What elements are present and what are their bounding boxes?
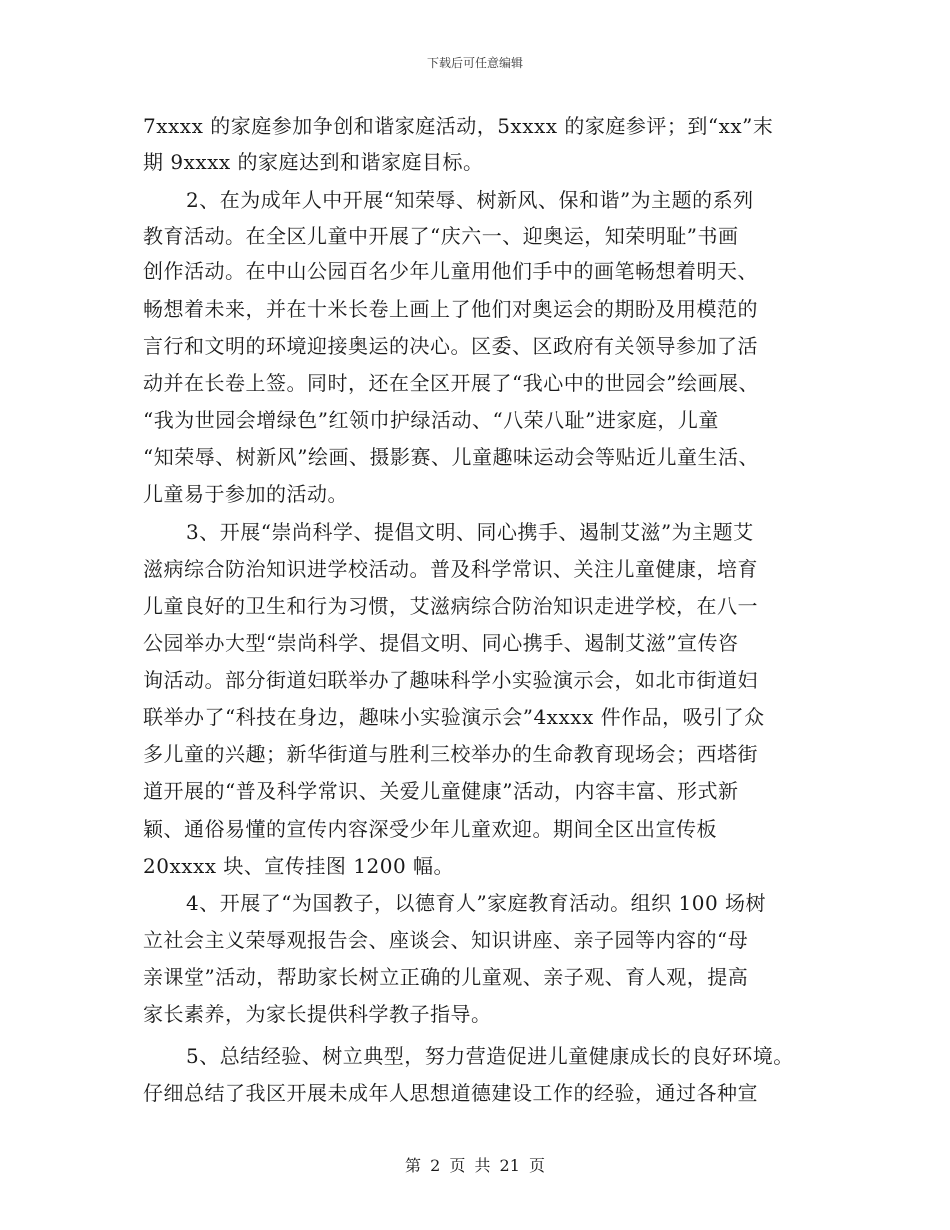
- text-line: 创作活动。在中山公园百名少年儿童用他们手中的画笔畅想着明天、: [143, 259, 758, 283]
- text-line: 4、开展了“为国教子，以德育人”家庭教育活动。组织 100 场树: [186, 891, 767, 915]
- text-line: 儿童良好的卫生和行为习惯，艾滋病综合防治知识走进学校，在八一: [143, 594, 758, 618]
- text-line: 3、开展“崇尚科学、提倡文明、同心携手、遏制艾滋”为主题艾: [186, 520, 754, 544]
- text-line: 儿童易于参加的活动。: [143, 482, 348, 506]
- page-header: 下载后可任意编辑: [426, 56, 523, 70]
- text-line: 多儿童的兴趣；新华街道与胜利三校举办的生命教育现场会；西塔街: [143, 742, 758, 766]
- text-line: 滋病综合防治知识进学校活动。普及科学常识、关注儿童健康，培育: [143, 557, 758, 581]
- text-line: 20xxxx 块、宣传挂图 1200 幅。: [143, 854, 455, 878]
- text-line: “知荣辱、树新风”绘画、摄影赛、儿童趣味运动会等贴近儿童生活、: [143, 445, 759, 469]
- text-line: 立社会主义荣辱观报告会、座谈会、知识讲座、亲子园等内容的“母: [143, 928, 749, 952]
- text-line: 5、总结经验、树立典型，努力营造促进儿童健康成长的良好环境。: [186, 1044, 794, 1068]
- text-line: 公园举办大型“崇尚科学、提倡文明、同心携手、遏制艾滋”宣传咨: [143, 631, 739, 655]
- text-line: 动并在长卷上签。同时，还在全区开展了“我心中的世园会”绘画展、: [143, 371, 759, 395]
- text-line: 道开展的“普及科学常识、关爱儿童健康”活动，内容丰富、形式新: [143, 779, 739, 803]
- text-line: 联举办了“科技在身边，趣味小实验演示会”4xxxx 件作品，吸引了众: [143, 705, 765, 729]
- text-line: 期 9xxxx 的家庭达到和谐家庭目标。: [143, 150, 484, 174]
- page-footer: 第 2 页 共 21 页: [405, 1156, 545, 1175]
- text-line: 仔细总结了我区开展未成年人思想道德建设工作的经验，通过各种宣: [143, 1081, 758, 1105]
- text-line: 畅想着未来，并在十米长卷上画上了他们对奥运会的期盼及用模范的: [143, 297, 758, 321]
- text-line: 2、在为成年人中开展“知荣辱、树新风、保和谐”为主题的系列: [186, 188, 754, 212]
- text-line: 询活动。部分街道妇联举办了趣味科学小实验演示会，如北市街道妇: [143, 668, 758, 692]
- text-line: “我为世园会增绿色”红领巾护绿活动、“八荣八耻”进家庭，儿童: [143, 408, 719, 432]
- text-line: 教育活动。在全区儿童中开展了“庆六一、迎奥运，知荣明耻”书画: [143, 224, 739, 248]
- text-line: 家长素养，为家长提供科学教子指导。: [143, 1002, 492, 1026]
- text-line: 言行和文明的环境迎接奥运的决心。区委、区政府有关领导参加了活: [143, 334, 758, 358]
- text-line: 亲课堂”活动，帮助家长树立正确的儿童观、亲子观、育人观，提高: [143, 965, 749, 989]
- text-line: 7xxxx 的家庭参加争创和谐家庭活动，5xxxx 的家庭参评；到“xx”末: [143, 114, 774, 138]
- text-line: 颖、通俗易懂的宣传内容深受少年儿童欢迎。期间全区出宣传板: [143, 817, 717, 841]
